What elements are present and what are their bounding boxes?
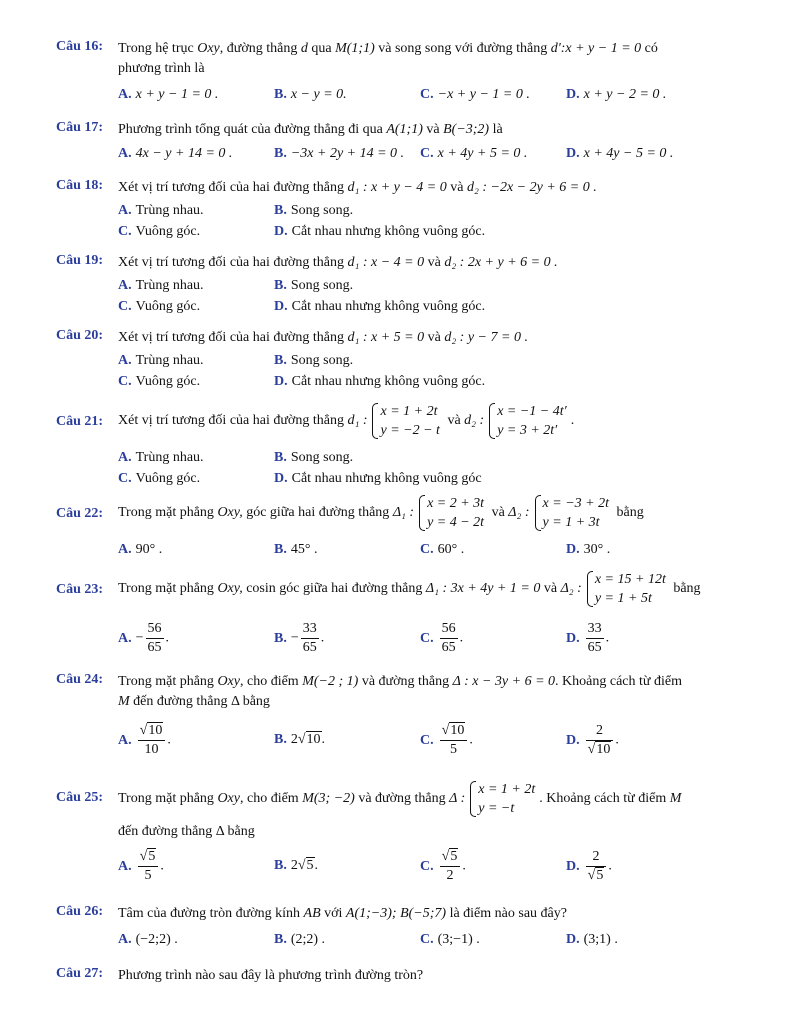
question-number: Câu 17:	[56, 120, 104, 135]
option-d[interactable]: D. $\frac{33}{65}$ .	[566, 621, 610, 655]
option-d[interactable]: D. Cắt nhau nhưng không vuông góc.	[274, 224, 486, 239]
option-b[interactable]: B. 2√10.	[274, 732, 326, 747]
question-16	[56, 39, 766, 109]
question-number: Câu 20:	[56, 328, 104, 343]
option-d[interactable]: D. Cắt nhau nhưng không vuông góc.	[274, 299, 486, 314]
option-d[interactable]: D. x + 4y − 5 = 0 .	[566, 146, 674, 161]
option-a[interactable]: A. (−2;2) .	[118, 932, 178, 947]
sqrt: √10	[139, 723, 163, 738]
option-c[interactable]: C. x + 4y + 5 = 0 .	[420, 146, 528, 161]
sqrt: √5	[441, 849, 458, 864]
option-b[interactable]: B. − $\frac{33}{65}$ .	[274, 621, 325, 655]
option-c[interactable]: C. $\frac{56}{65}$ .	[420, 621, 464, 655]
fraction: $\frac{√5}{5}$	[138, 848, 159, 885]
question-19	[56, 253, 766, 319]
question-stem: Phương trình tổng quát của đường thẳng đi qua A(1;1) và B(−3;2) là	[118, 122, 503, 137]
question-number: Câu 18:	[56, 178, 104, 193]
option-d[interactable]: D. x + y − 2 = 0 .	[566, 87, 667, 102]
question-stem: Trong mặt phẳng Oxy, cho điểm M(−2 ; 1) và đường thẳng Δ : x − 3y + 6 = 0. Khoảng cách từ điểm M đến đường thẳng Δ bằng	[118, 674, 682, 709]
option-b[interactable]: B. Song song.	[274, 203, 354, 218]
question-number: Câu 23:	[56, 582, 104, 597]
option-a[interactable]: A. Trùng nhau.	[118, 278, 204, 293]
option-d[interactable]: D. $\frac{2}{√10}$ .	[566, 723, 619, 757]
option-b[interactable]: B. Song song.	[274, 353, 354, 368]
question-23	[56, 570, 766, 662]
equation-system-delta1: x = 2 + 3t y = 4 − 2t	[418, 494, 484, 532]
option-a[interactable]: A. − $\frac{56}{65}$ .	[118, 621, 170, 655]
option-a[interactable]: A. Trùng nhau.	[118, 203, 204, 218]
option-d[interactable]: D. 30° .	[566, 542, 611, 557]
option-a[interactable]: A. $\frac{√10}{10}$ .	[118, 723, 171, 757]
fraction: $\frac{2}{√10}$	[586, 722, 614, 759]
question-stem: Xét vị trí tương đối của hai đường thẳng d₁ : x − 4 = 0 và d₂ : 2x + y + 6 = 0 .	[118, 255, 558, 270]
equation-system-d1: x = 1 + 2t y = −2 − t	[371, 402, 439, 440]
fraction: $\frac{56}{65}$	[441, 621, 456, 655]
option-a[interactable]: A. 4x − y + 14 = 0 .	[118, 146, 233, 161]
option-a[interactable]: A. $\frac{√5}{5}$ .	[118, 849, 164, 883]
option-d[interactable]: D. Cắt nhau nhưng không vuông góc	[274, 471, 482, 486]
equation-system-delta2: x = 15 + 12t y = 1 + 5t	[586, 570, 666, 608]
question-26	[56, 904, 766, 954]
fraction: $\frac{33}{65}$	[587, 621, 602, 655]
option-c[interactable]: C. Vuông góc.	[118, 471, 201, 486]
fraction: $\frac{√10}{5}$	[440, 722, 468, 759]
question-number: Câu 27:	[56, 966, 104, 981]
question-stem: Phương trình nào sau đây là phương trình đường tròn?	[118, 968, 424, 983]
question-22	[56, 494, 766, 560]
sqrt: √10	[587, 742, 611, 757]
sqrt: √5	[587, 868, 604, 883]
option-b[interactable]: B. 2√5.	[274, 858, 319, 873]
option-b[interactable]: B. x − y = 0.	[274, 87, 347, 102]
option-a[interactable]: A. 90° .	[118, 542, 163, 557]
question-number: Câu 24:	[56, 672, 104, 687]
option-a[interactable]: A. x + y − 1 = 0 .	[118, 87, 219, 102]
question-stem: Tâm của đường tròn đường kính AB với A(1;−3); B(−5;7) là điểm nào sau đây?	[118, 906, 567, 921]
question-25	[56, 780, 766, 894]
question-18	[56, 178, 766, 244]
option-b[interactable]: B. Song song.	[274, 450, 354, 465]
option-b[interactable]: B. (2;2) .	[274, 932, 326, 947]
option-c[interactable]: C. Vuông góc.	[118, 299, 201, 314]
option-d[interactable]: D. Cắt nhau nhưng không vuông góc.	[274, 374, 486, 389]
question-number: Câu 25:	[56, 790, 104, 805]
equation-system-delta2: x = −3 + 2t y = 1 + 3t	[534, 494, 609, 532]
option-c[interactable]: C. $\frac{√10}{5}$ .	[420, 723, 473, 757]
option-a[interactable]: A. Trùng nhau.	[118, 450, 204, 465]
question-number: Câu 19:	[56, 253, 104, 268]
option-c[interactable]: C. 60° .	[420, 542, 465, 557]
sqrt: √10	[297, 732, 321, 747]
fraction: $\frac{2}{√5}$	[586, 848, 607, 885]
question-number: Câu 26:	[56, 904, 104, 919]
option-c[interactable]: C. $\frac{√5}{2}$ .	[420, 849, 466, 883]
question-stem: Trong mặt phẳng Oxy, góc giữa hai đường thẳng Δ₁ : x = 2 + 3t y = 4 − 2t và Δ₂ : x = −3 + 2t y = 1 + 3t bằng	[118, 496, 644, 530]
question-stem: Trong hệ trục Oxy, đường thẳng d qua M(1;1) và song song với đường thẳng d':x + y − 1 = 0 có phương trình là	[118, 41, 658, 76]
fraction: $\frac{√5}{2}$	[440, 848, 461, 885]
option-b[interactable]: B. −3x + 2y + 14 = 0 .	[274, 146, 405, 161]
question-stem: Trong mặt phẳng Oxy, cho điểm M(3; −2) và đường thẳng Δ : x = 1 + 2t y = −t . Khoảng cách từ điểm M đến đường thẳng Δ bằng	[118, 782, 682, 839]
option-a[interactable]: A. Trùng nhau.	[118, 353, 204, 368]
fraction: $\frac{33}{65}$	[302, 621, 317, 655]
option-c[interactable]: C. Vuông góc.	[118, 374, 201, 389]
question-number: Câu 22:	[56, 506, 104, 521]
question-stem: Xét vị trí tương đối của hai đường thẳng d₁ : x + 5 = 0 và d₂ : y − 7 = 0 .	[118, 330, 528, 345]
sqrt: √5	[139, 849, 156, 864]
option-c[interactable]: C. −x + y − 1 = 0 .	[420, 87, 530, 102]
sqrt: √10	[441, 723, 465, 738]
question-stem: Xét vị trí tương đối của hai đường thẳng d₁ : x + y − 4 = 0 và d₂ : −2x − 2y + 6 = 0 .	[118, 180, 597, 195]
option-d[interactable]: D. (3;1) .	[566, 932, 618, 947]
option-d[interactable]: D. $\frac{2}{√5}$ .	[566, 849, 612, 883]
question-21	[56, 402, 766, 492]
question-17	[56, 120, 766, 166]
option-b[interactable]: B. Song song.	[274, 278, 354, 293]
question-24	[56, 672, 766, 768]
question-stem: Trong mặt phẳng Oxy, cosin góc giữa hai đường thẳng Δ₁ : 3x + 4y + 1 = 0 và Δ₂ : x = 15 + 12t y = 1 + 5t bằng	[118, 572, 701, 606]
sqrt: √5	[297, 858, 314, 873]
question-27	[56, 966, 766, 990]
question-stem: Xét vị trí tương đối của hai đường thẳng d₁ : x = 1 + 2t y = −2 − t và d₂ : x = −1 − 4t′ y = 3 + 2t′ .	[118, 404, 575, 438]
question-number: Câu 16:	[56, 39, 104, 54]
equation-system-delta: x = 1 + 2t y = −t	[469, 780, 535, 818]
equation-system-d2: x = −1 − 4t′ y = 3 + 2t′	[488, 402, 567, 440]
fraction: $\frac{√10}{10}$	[138, 722, 166, 759]
option-b[interactable]: B. 45° .	[274, 542, 318, 557]
option-c[interactable]: C. (3;−1) .	[420, 932, 480, 947]
option-c[interactable]: C. Vuông góc.	[118, 224, 201, 239]
fraction: $\frac{56}{65}$	[147, 621, 162, 655]
question-number: Câu 21:	[56, 414, 104, 429]
question-20	[56, 328, 766, 394]
